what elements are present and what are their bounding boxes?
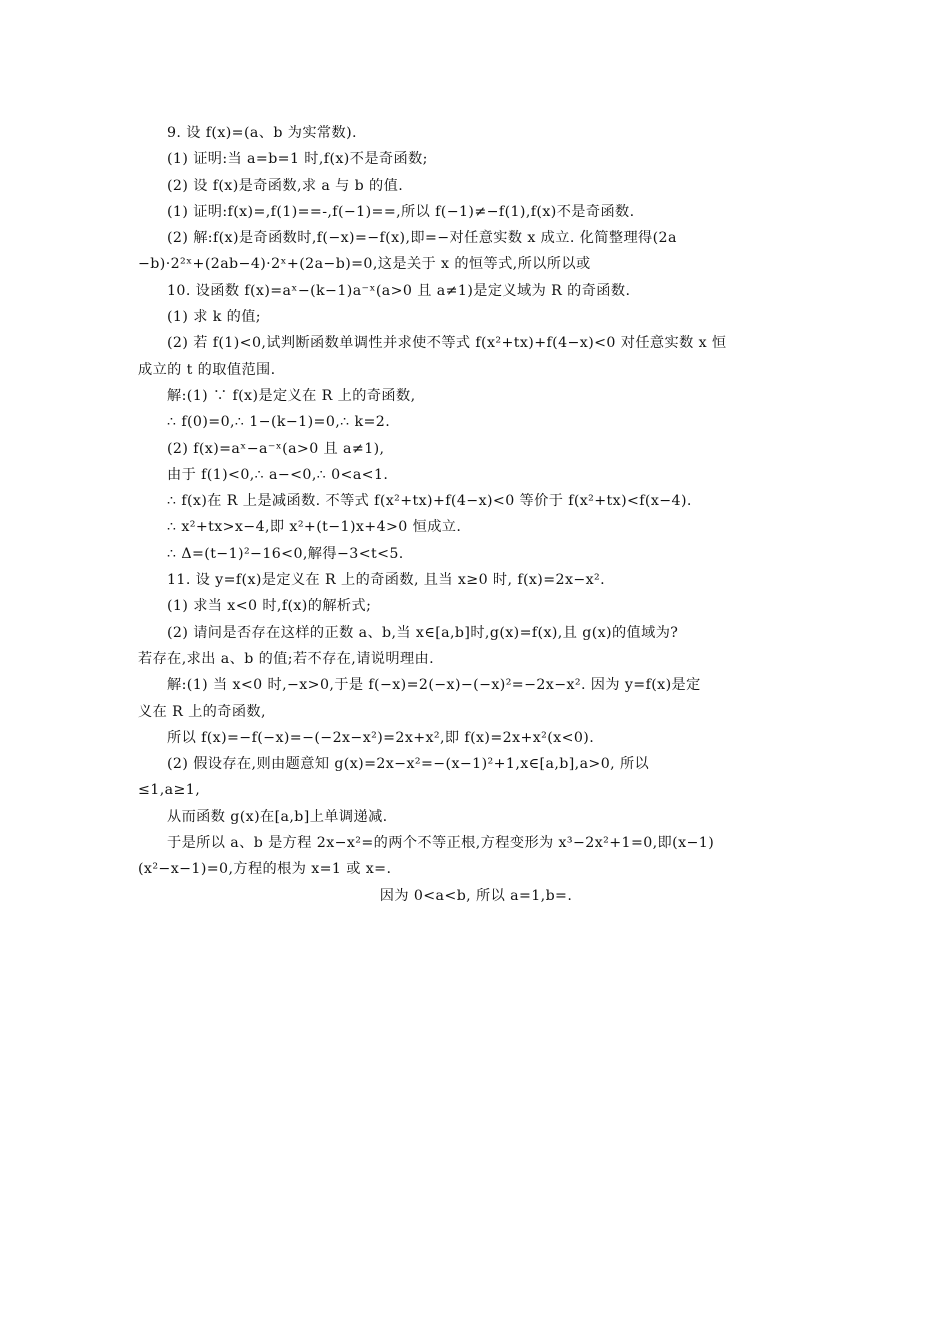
- text-line: 从而函数 g(x)在[a,b]上单调递减.: [167, 808, 388, 825]
- text-line: 于是所以 a、b 是方程 2x−x²=的两个不等正根,方程变形为 x³−2x²+1=0,即(x−1): [167, 835, 715, 852]
- text-line: 成立的 t 的取值范围.: [138, 361, 276, 378]
- text-line: (1) 证明:f(x)=,f(1)==-,f(−1)==,所以 f(−1)≠−f(1),f(x)不是奇函数.: [167, 203, 635, 220]
- text-line: 义在 R 上的奇函数,: [138, 703, 266, 720]
- text-line: 解:(1) 当 x<0 时,−x>0,于是 f(−x)=2(−x)−(−x)²=−2x−x². 因为 y=f(x)是定: [167, 677, 701, 694]
- text-line: (2) 假设存在,则由题意知 g(x)=2x−x²=−(x−1)²+1,x∈[a,b],a>0, 所以: [167, 756, 650, 773]
- text-line: ∴ x²+tx>x−4,即 x²+(t−1)x+4>0 恒成立.: [167, 519, 462, 536]
- text-line: (x²−x−1)=0,方程的根为 x=1 或 x=.: [138, 861, 392, 878]
- text-line: 由于 f(1)<0,∴ a−<0,∴ 0<a<1.: [167, 466, 389, 483]
- text-line: (1) 求 k 的值;: [167, 309, 261, 326]
- document-body: [138, 120, 814, 909]
- text-line: 解:(1) ∵ f(x)是定义在 R 上的奇函数,: [167, 387, 416, 404]
- text-line: ∴ Δ=(t−1)²−16<0,解得−3<t<5.: [167, 545, 404, 562]
- text-line: 10. 设函数 f(x)=aˣ−(k−1)a⁻ˣ(a>0 且 a≠1)是定义域为 R 的奇函数.: [167, 282, 631, 299]
- text-line: (1) 求当 x<0 时,f(x)的解析式;: [167, 598, 372, 615]
- text-line: 若存在,求出 a、b 的值;若不存在,请说明理由.: [138, 650, 435, 667]
- text-line: ∴ f(x)在 R 上是减函数. 不等式 f(x²+tx)+f(4−x)<0 等价于 f(x²+tx)<f(x−4).: [167, 493, 692, 510]
- text-line: 因为 0<a<b, 所以 a=1,b=.: [379, 887, 573, 904]
- text-line: −b)·2²ˣ+(2ab−4)·2ˣ+(2a−b)=0,这是关于 x 的恒等式,所以所以或: [138, 256, 591, 273]
- text-line: (2) 若 f(1)<0,试判断函数单调性并求使不等式 f(x²+tx)+f(4−x)<0 对任意实数 x 恒: [167, 335, 727, 352]
- text-line: 9. 设 f(x)=(a、b 为实常数).: [167, 125, 357, 141]
- text-line: (2) 请问是否存在这样的正数 a、b,当 x∈[a,b]时,g(x)=f(x),且 g(x)的值域为?: [167, 624, 679, 641]
- text-line: (2) 设 f(x)是奇函数,求 a 与 b 的值.: [167, 177, 404, 194]
- text-line: 11. 设 y=f(x)是定义在 R 上的奇函数, 且当 x≥0 时, f(x)=2x−x².: [167, 572, 606, 589]
- text-line: ≤1,a≥1,: [138, 782, 201, 799]
- text-line: 所以 f(x)=−f(−x)=−(−2x−x²)=2x+x²,即 f(x)=2x+x²(x<0).: [167, 729, 595, 746]
- text-line: (2) 解:f(x)是奇函数时,f(−x)=−f(x),即=−对任意实数 x 成立. 化简整理得(2a: [167, 230, 677, 247]
- text-line: ∴ f(0)=0,∴ 1−(k−1)=0,∴ k=2.: [167, 414, 391, 431]
- text-line: (2) f(x)=aˣ−a⁻ˣ(a>0 且 a≠1),: [167, 440, 385, 457]
- text-line: (1) 证明:当 a=b=1 时,f(x)不是奇函数;: [167, 151, 428, 168]
